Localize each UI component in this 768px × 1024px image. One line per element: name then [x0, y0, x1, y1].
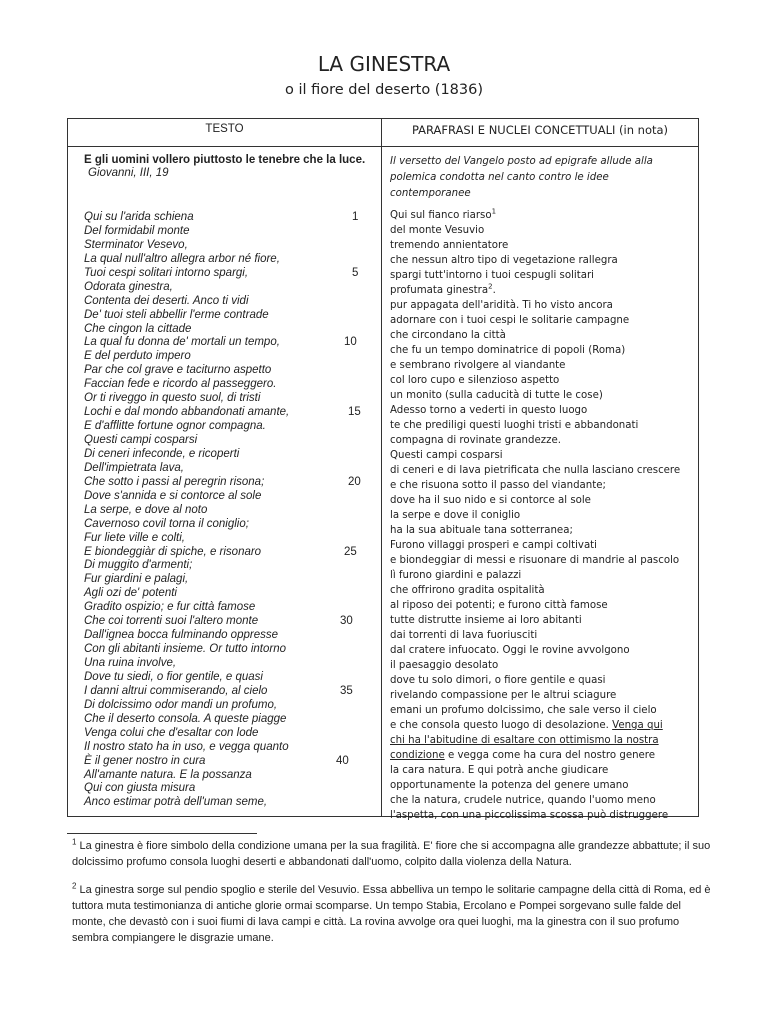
paraphrase-text: che la natura, crudele nutrice, quando l'uomo meno	[390, 795, 656, 806]
paraphrase-tail: .	[492, 285, 496, 296]
paraphrase-text: tutte distrutte insieme ai loro abitanti	[390, 615, 582, 626]
page-subtitle: o il fiore del deserto (1836)	[284, 82, 484, 98]
paraphrase-line	[390, 538, 695, 553]
paraphrase-line	[390, 328, 695, 343]
paraphrase-line	[390, 448, 695, 463]
verse-text: Che coi torrenti suoi l'altero monte	[84, 615, 259, 628]
verse-line	[84, 476, 374, 490]
paraphrase-text: spargi tutt'intorno i tuoi cespugli solitari	[390, 270, 594, 281]
paraphrase-text: col loro cupo e silenzioso aspetto	[390, 375, 560, 386]
paraphrase-text: e che risuona sotto il passo del viandante;	[390, 480, 606, 491]
verse-line	[84, 253, 374, 267]
verse-line	[84, 392, 374, 406]
paraphrase-line	[390, 568, 695, 583]
verse-line	[84, 490, 374, 504]
paraphrase-text: rivelando compassione per le altrui sciagure	[390, 690, 617, 701]
paraphrase-text: l'aspetta, con una piccolissima scossa può distruggere	[390, 810, 669, 821]
paraphrase-underlined: Venga qui	[612, 720, 663, 731]
verse-line	[84, 462, 374, 476]
paraphrase-line	[390, 223, 695, 238]
verse-line	[84, 782, 374, 796]
verse-line	[84, 671, 374, 685]
verse-text: E biondeggiàr di spiche, e risonaro	[84, 545, 262, 558]
verse-line	[84, 601, 374, 615]
verse-line	[84, 211, 374, 225]
paraphrase-line	[390, 208, 695, 223]
verse-number: 5	[352, 266, 359, 279]
page-title: LA GINESTRA	[317, 52, 451, 76]
verse-line	[84, 573, 374, 587]
verse-number: 30	[340, 615, 353, 628]
verse-line	[84, 546, 374, 560]
verse-line	[84, 420, 374, 434]
paraphrase-line	[390, 793, 695, 808]
verse-line	[84, 364, 374, 378]
verse-text: Del formidabil monte	[84, 224, 190, 237]
header-divider	[68, 146, 698, 147]
verse-text: Di ceneri infeconde, e ricoperti	[84, 447, 240, 460]
paraphrase-text: al riposo dei potenti; e furono città famose	[390, 600, 608, 611]
verse-line	[84, 281, 374, 295]
verse-text: Lochi e dal mondo abbandonati amante,	[84, 406, 290, 419]
poem-table	[67, 118, 699, 821]
verse-text: De' tuoi steli abbellir l'erme contrade	[84, 308, 269, 321]
verse-text: E d'afflitte fortune ognor compagna.	[84, 420, 266, 433]
paraphrase-line	[390, 673, 695, 688]
verse-number: 35	[340, 684, 353, 697]
footnote-1-number: 1	[72, 837, 77, 847]
verse-line	[84, 323, 374, 337]
footnote-2-text: La ginestra sorge sul pendio spoglio e sterile del Vesuvio. Essa abbelliva un tempo le solitarie campagne della città di Roma, ed è tuttora muta testimonianza di antiche glorie ormai scomparse. Un tempo Stabia, Ercolano e Pompei sorgevano sulle falde del monte, che devastò con i suoi fiumi di lava campi e città. La rovina avvolge ora quei luoghi, ma la ginestra con il suo profumo sembra compiangere le disgrazie umane.	[72, 884, 711, 944]
verse-text: Faccian fede e ricordo al passeggero.	[84, 378, 277, 391]
paraphrase-line	[390, 238, 695, 253]
paraphrase-column	[390, 208, 695, 823]
paraphrase-text: Qui sul fianco riarso	[390, 210, 492, 221]
epigraph-quote: E gli uomini vollero piuttosto le tenebre che la luce.	[84, 154, 366, 166]
verse-text: Tuoi cespi solitari intorno spargi,	[84, 266, 249, 279]
verse-text: Di muggito d'armenti;	[84, 559, 193, 572]
epigraph-source: Giovanni, III, 19	[88, 167, 169, 179]
verse-line	[84, 267, 374, 281]
paraphrase-text: che nessun altro tipo di vegetazione rallegra	[390, 255, 618, 266]
verse-line	[84, 434, 374, 448]
paraphrase-text: la serpe e dove il coniglio	[390, 510, 521, 521]
paraphrase-line	[390, 463, 695, 478]
paraphrase-line	[390, 283, 695, 298]
paraphrase-text: che fu un tempo dominatrice di popoli (Roma)	[390, 345, 626, 356]
paraphrase-text: dove tu solo dimori, o fiore gentile e quasi	[390, 675, 606, 686]
paraphrase-text: profumata ginestra	[390, 285, 489, 296]
verse-text: Par che col grave e taciturno aspetto	[84, 364, 272, 377]
verse-line	[84, 769, 374, 783]
verse-line	[84, 713, 374, 727]
verse-text: Fur giardini e palagi,	[84, 573, 189, 586]
paraphrase-text: te che prediligi questi luoghi tristi e abbandonati	[390, 420, 639, 431]
paraphrase-underlined: condizione	[390, 750, 445, 761]
paraphrase-line	[390, 418, 695, 433]
paraphrase-line	[390, 298, 695, 313]
paraphrase-line	[390, 493, 695, 508]
paraphrase-text: dai torrenti di lava fuoriusciti	[390, 630, 538, 641]
footnote-ref: 2	[488, 283, 493, 291]
verse-number: 40	[336, 754, 349, 767]
footnote-1	[72, 838, 712, 870]
paraphrase-line	[390, 313, 695, 328]
paraphrase-line	[390, 343, 695, 358]
paraphrase-text: emani un profumo dolcissimo, che sale verso il cielo	[390, 705, 657, 716]
verse-text: Gradito ospizio; e fur città famose	[84, 601, 256, 614]
verse-line	[84, 448, 374, 462]
paraphrase-text: pur appagata dell'aridità. Ti ho visto ancora	[390, 300, 613, 311]
paraphrase-text: ha la sua abituale tana sotterranea;	[390, 525, 573, 536]
verse-text: Il nostro stato ha in uso, e vegga quanto	[84, 740, 289, 753]
verse-line	[84, 615, 374, 629]
footnote-1-text: La ginestra è fiore simbolo della condizione umana per la sua fragilità. E' fiore che si accompagna alle grandezze abbattute; il suo dolcissimo profumo consola luoghi deserti e abbandonati dall'uomo, colpito dalla violenza della Natura.	[72, 840, 711, 868]
header-testo: TESTO	[205, 123, 244, 135]
verse-text: Anco estimar potrà dell'uman seme,	[84, 796, 268, 809]
verse-text: Con gli abitanti insieme. Or tutto intorno	[84, 643, 286, 656]
verse-line	[84, 643, 374, 657]
verse-text: Dell'impietrata lava,	[84, 461, 184, 474]
paraphrase-text: un monito (sulla caducità di tutte le cose)	[390, 390, 603, 401]
paraphrase-line	[390, 583, 695, 598]
verse-line	[84, 532, 374, 546]
verse-number: 15	[348, 406, 361, 419]
verse-text: Qui con giusta misura	[84, 782, 196, 795]
paraphrase-text: e biondeggiar di messi e risuonare di mandrie al pascolo	[390, 555, 680, 566]
footnote-rule	[67, 833, 257, 834]
paraphrase-line	[390, 553, 695, 568]
paraphrase-text: di ceneri e di lava pietrificata che nulla lasciano crescere	[390, 465, 681, 476]
verse-line	[84, 559, 374, 573]
paraphrase-line	[390, 718, 695, 733]
paraphrase-line	[390, 748, 695, 763]
verse-text: Contenta dei deserti. Anco ti vidi	[84, 294, 249, 307]
paraphrase-line	[390, 508, 695, 523]
paraphrase-line	[390, 478, 695, 493]
verse-text: All'amante natura. E la possanza	[84, 768, 252, 781]
paraphrase-text: e che consola questo luogo di desolazione.	[390, 720, 613, 731]
paraphrase-line	[390, 658, 695, 673]
paraphrase-text: dal cratere infuocato. Oggi le rovine avvolgono	[390, 645, 630, 656]
paraphrase-text: Furono villaggi prosperi e campi coltivati	[390, 540, 598, 551]
verse-line	[84, 309, 374, 323]
paraphrase-line	[390, 688, 695, 703]
verse-text: Questi campi cosparsi	[84, 434, 198, 446]
epigraph	[84, 154, 374, 180]
epigraph-note: Il versetto del Vangelo posto ad epigrafe allude alla polemica condotta nel canto contro le idee contemporanee	[390, 156, 653, 199]
paraphrase-line	[390, 808, 695, 823]
paraphrase-text: che circondano la città	[390, 330, 506, 341]
verse-line	[84, 378, 374, 392]
verse-text: E del perduto impero	[84, 350, 191, 363]
paraphrase-line	[390, 373, 695, 388]
paraphrase-text: la cara natura. E qui potrà anche giudicare	[390, 765, 609, 776]
paraphrase-line	[390, 778, 695, 793]
verse-text: È il gener nostro in cura	[84, 754, 206, 767]
verse-text: Dove tu siedi, o fior gentile, e quasi	[84, 670, 263, 683]
paraphrase-line	[390, 358, 695, 373]
verse-line	[84, 295, 374, 309]
verse-line	[84, 657, 374, 671]
paraphrase-line	[390, 523, 695, 538]
verse-text: Or ti riveggo in questo suol, di tristi	[84, 392, 261, 405]
footnote-ref: 1	[491, 208, 497, 216]
header-parafrasi: PARAFRASI E NUCLEI CONCETTUALI (in nota)	[411, 123, 669, 137]
paraphrase-line	[390, 268, 695, 283]
verse-text: Che cingon la cittade	[84, 322, 192, 335]
verse-text: Venga colui che d'esaltar con lode	[84, 726, 259, 739]
verse-text: I danni altrui commiserando, al cielo	[84, 684, 268, 697]
verse-text: Agli ozi de' potenti	[84, 587, 177, 600]
verse-line	[84, 699, 374, 713]
paraphrase-text: che offrirono gradita ospitalità	[390, 585, 545, 596]
verse-line	[84, 406, 374, 420]
verse-line	[84, 336, 374, 350]
paraphrase-line	[390, 253, 695, 268]
paraphrase-text: e sembrano rivolgere al viandante	[390, 360, 566, 371]
paraphrase-tail: e vegga come ha cura del nostro genere	[444, 750, 656, 761]
verse-text: Fur liete ville e colti,	[84, 531, 185, 544]
paraphrase-line	[390, 643, 695, 658]
verse-text: Che sotto i passi al peregrin risona;	[84, 475, 265, 488]
paraphrase-text: tremendo annientatore	[390, 240, 509, 251]
paraphrase-text: Questi campi cosparsi	[390, 450, 503, 461]
paraphrase-text: opportunamente la potenza del genere umano	[390, 780, 629, 791]
paraphrase-line	[390, 703, 695, 718]
verse-number: 20	[348, 475, 361, 488]
verse-line	[84, 685, 374, 699]
verse-line	[84, 518, 374, 532]
verse-line	[84, 504, 374, 518]
verse-text: Una ruina involve,	[84, 657, 177, 669]
paraphrase-text: del monte Vesuvio	[390, 225, 485, 236]
verse-text: Odorata ginestra,	[84, 280, 173, 293]
verse-text: Sterminator Vesevo,	[84, 238, 188, 251]
paraphrase-line	[390, 628, 695, 643]
verse-text: Dall'ignea bocca fulminando oppresse	[84, 629, 278, 642]
paraphrase-line	[390, 403, 695, 418]
verse-line	[84, 239, 374, 253]
verse-text: Di dolcissimo odor mandi un profumo,	[84, 698, 278, 711]
verse-text: La qual fu donna de' mortali un tempo,	[84, 336, 280, 349]
verse-line	[84, 727, 374, 741]
paraphrase-line	[390, 433, 695, 448]
verse-text: Qui su l'arida schiena	[84, 211, 194, 223]
verse-line	[84, 741, 374, 755]
paraphrase-underlined: chi ha l'abitudine di esaltare con ottimismo la nostra	[390, 735, 659, 746]
paraphrase-line	[390, 613, 695, 628]
verse-number: 25	[344, 545, 357, 558]
verse-text: Dove s'annida e si contorce al sole	[84, 489, 262, 502]
verse-text: Che il deserto consola. A queste piagge	[84, 712, 287, 725]
paraphrase-line	[390, 763, 695, 778]
paraphrase-text: dove ha il suo nido e si contorce al sole	[390, 495, 591, 506]
footnote-2-number: 2	[72, 881, 77, 891]
paraphrase-text: Adesso torno a vederti in questo luogo	[390, 405, 588, 416]
verse-line	[84, 755, 374, 769]
paraphrase-line	[390, 733, 695, 748]
paraphrase-line	[390, 598, 695, 613]
footnote-2	[72, 882, 712, 946]
verse-text: Cavernoso covil torna il coniglio;	[84, 517, 249, 530]
verse-text: La serpe, e dove al noto	[84, 503, 208, 516]
verse-text: La qual null'altro allegra arbor né fiore,	[84, 252, 280, 265]
verse-number: 10	[344, 336, 357, 349]
column-divider	[381, 119, 382, 816]
paraphrase-text: lì furono giardini e palazzi	[390, 570, 522, 581]
paraphrase-text: compagna di rovinate grandezze.	[390, 435, 561, 446]
verse-line	[84, 225, 374, 239]
paraphrase-text: adornare con i tuoi cespi le solitarie campagne	[390, 315, 630, 326]
verse-line	[84, 350, 374, 364]
verse-line	[84, 587, 374, 601]
verse-number: 1	[352, 211, 359, 223]
paraphrase-line	[390, 388, 695, 403]
verses-column	[84, 211, 374, 810]
paraphrase-text: il paesaggio desolato	[390, 660, 499, 671]
verse-line	[84, 629, 374, 643]
verse-line	[84, 796, 374, 810]
